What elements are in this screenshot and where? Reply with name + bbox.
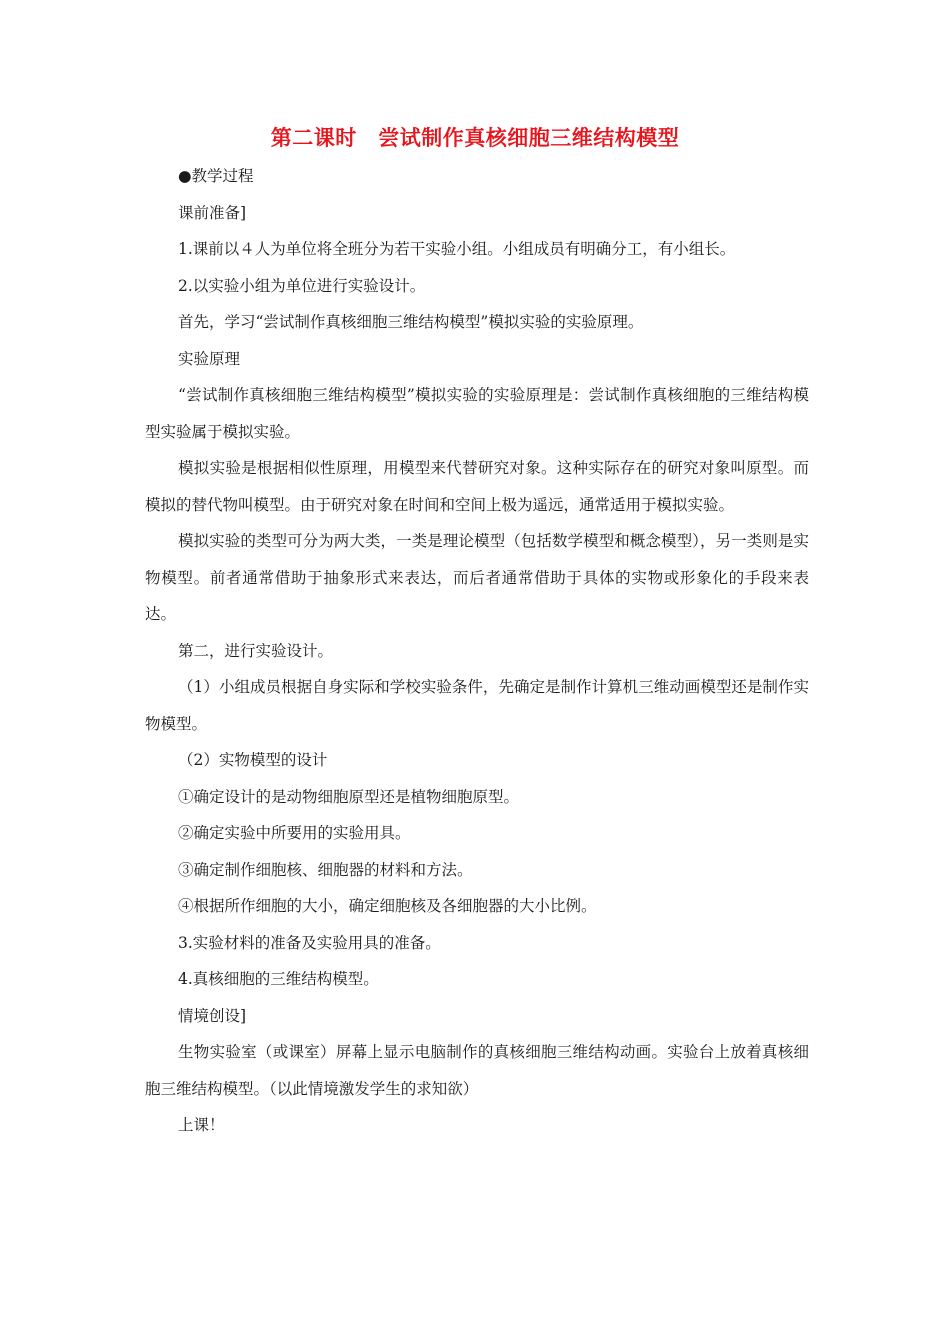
list-item: ②确定实验中所要用的实验用具。 [178, 824, 411, 842]
paragraph: 模拟实验是根据相似性原理，用模型来代替研究对象。这种实际存在的研究对象叫原型。而模拟的替代物叫模型。由于研究对象在时间和空间上极为遥远，通常适用于模拟实验。 [145, 459, 809, 514]
paragraph: 4.真核细胞的三维结构模型。 [178, 970, 379, 988]
section-heading-preparation: 课前准备] [178, 203, 247, 222]
paragraph: 生物实验室（或课室）屏幕上显示电脑制作的真核细胞三维结构动画。实验台上放着真核细胞三维结构模型。（以此情境激发学生的求知欲） [145, 1043, 809, 1098]
paragraph: 第二，进行实验设计。 [178, 641, 334, 660]
paragraph: 上课！ [178, 1116, 225, 1134]
paragraph: 模拟实验的类型可分为两大类，一类是理论模型（包括数学模型和概念模型），另一类则是实物模型。前者通常借助于抽象形式来表达，而后者通常借助于具体的实物或形象化的手段来表达。 [145, 532, 809, 623]
section-heading-principle: 实验原理 [178, 349, 241, 368]
paragraph: 3.实验材料的准备及实验用具的准备。 [178, 933, 441, 952]
paragraph: 1.课前以４人为单位将全班分为若干实验小组。小组成员有明确分工，有小组长。 [178, 240, 736, 258]
paragraph: 2.以实验小组为单位进行实验设计。 [178, 276, 426, 295]
paragraph: （1）小组成员根据自身实际和学校实验条件，先确定是制作计算机三维动画模型还是制作实物模型。 [145, 678, 809, 733]
paragraph: “尝试制作真核细胞三维结构模型”模拟实验的实验原理是：尝试制作真核细胞的三维结构模型实验属于模拟实验。 [145, 386, 809, 441]
paragraph: （2）实物模型的设计 [178, 751, 328, 769]
section-heading-teaching-process: ●教学过程 [178, 167, 254, 185]
list-item: ④根据所作细胞的大小，确定细胞核及各细胞器的大小比例。 [178, 897, 597, 915]
section-heading-scenario: 情境创设] [178, 1006, 247, 1025]
list-item: ①确定设计的是动物细胞原型还是植物细胞原型。 [178, 787, 520, 806]
list-item: ③确定制作细胞核、细胞器的材料和方法。 [178, 860, 473, 879]
document-body [145, 158, 809, 1144]
document-title: 第二课时 尝试制作真核细胞三维结构模型 [270, 126, 680, 150]
paragraph: 首先，学习“尝试制作真核细胞三维结构模型”模拟实验的实验原理。 [178, 313, 644, 331]
